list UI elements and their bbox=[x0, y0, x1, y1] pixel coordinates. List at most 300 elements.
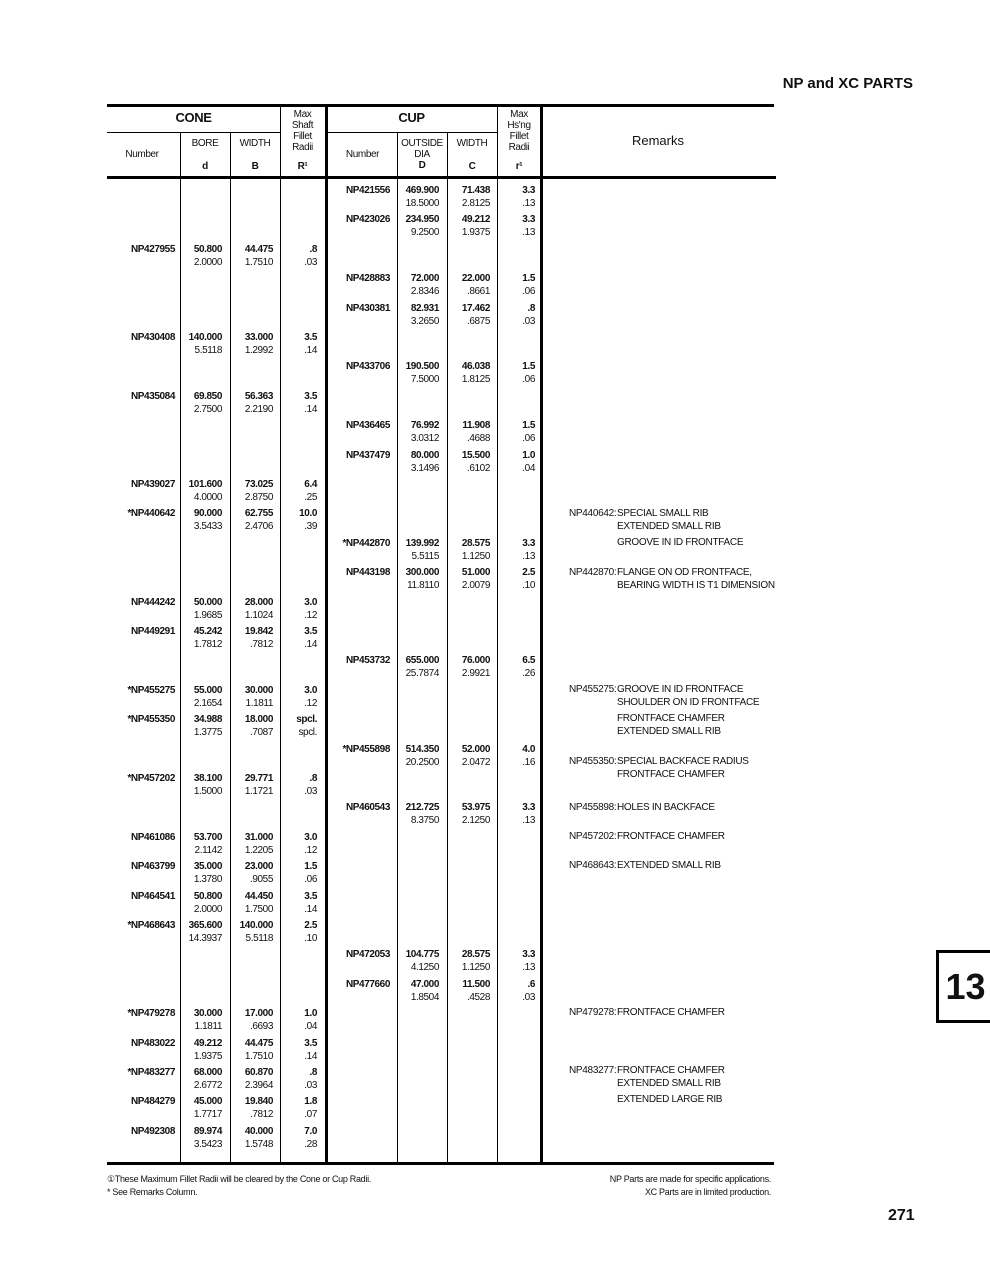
bore-value-mm: 34.988 bbox=[193, 714, 222, 726]
outside-dia-value bbox=[406, 360, 439, 386]
outside-dia-header: OUTSIDE DIA bbox=[401, 138, 443, 160]
table-row bbox=[0, 625, 780, 654]
outside-dia-value-mm: 47.000 bbox=[410, 978, 439, 990]
outside-dia-value-mm: 469.900 bbox=[405, 185, 439, 196]
housing-radius-value bbox=[522, 537, 535, 563]
cup-width-value-mm: 46.038 bbox=[461, 361, 490, 373]
cup-width-value-mm: 28.575 bbox=[461, 537, 490, 549]
outside-dia-value-mm: 80.000 bbox=[410, 449, 439, 461]
cone-width-value bbox=[245, 831, 273, 857]
cone-part-number bbox=[127, 1066, 175, 1079]
remark-text: SPECIAL BACKFACE RADIUS bbox=[617, 756, 749, 767]
remark-line bbox=[569, 830, 725, 843]
outside-dia-value-inch: 4.1250 bbox=[410, 962, 439, 974]
remark-entry bbox=[569, 507, 743, 549]
shaft-radius-value-mm: 3.0 bbox=[304, 596, 317, 608]
cone-width-value-inch: 1.7510 bbox=[244, 256, 273, 268]
cup-number-header: Number bbox=[345, 149, 380, 160]
footnote-radii: ①These Maximum Fillet Radii will be cleared by the Cone or Cup Radii. bbox=[107, 1174, 371, 1184]
cone-width-value bbox=[245, 890, 273, 916]
cup-header: CUP bbox=[398, 110, 425, 125]
bore-value bbox=[194, 890, 222, 916]
outside-dia-value bbox=[406, 566, 439, 592]
cup-part-number bbox=[346, 360, 390, 373]
table-top-rule bbox=[107, 104, 774, 107]
cone-part-number-text: NP461086 bbox=[130, 831, 175, 843]
bore-value bbox=[194, 390, 222, 416]
housing-radius-value-mm: 3.3 bbox=[522, 949, 535, 961]
cone-part-number-text: *NP455275 bbox=[127, 684, 175, 696]
bore-value-mm: 45.242 bbox=[193, 626, 222, 637]
shaft-radius-value-inch: .14 bbox=[304, 1050, 317, 1062]
bore-value-inch: 2.7500 bbox=[193, 403, 222, 415]
header-divider bbox=[107, 132, 280, 133]
outside-dia-value bbox=[406, 654, 439, 680]
outside-dia-value bbox=[406, 743, 439, 769]
outside-dia-value bbox=[411, 978, 439, 1004]
cup-part-number bbox=[346, 419, 390, 432]
bore-value-mm: 49.212 bbox=[193, 1037, 222, 1049]
cone-width-value bbox=[245, 243, 273, 269]
cup-width-value bbox=[462, 213, 490, 239]
bore-value bbox=[194, 243, 222, 269]
cup-width-symbol: C bbox=[468, 161, 476, 172]
cone-width-value-inch: 1.7510 bbox=[244, 1050, 273, 1062]
page-title: NP and XC PARTS bbox=[782, 75, 913, 92]
cup-width-value-mm: 22.000 bbox=[461, 273, 490, 285]
cup-width-value-mm: 71.438 bbox=[461, 185, 490, 196]
shaft-radii-header: Max Shaft Fillet Radii bbox=[291, 109, 314, 153]
bore-value bbox=[194, 772, 222, 798]
housing-radius-value-mm: 3.3 bbox=[522, 802, 535, 814]
remark-line bbox=[569, 712, 759, 725]
cup-part-number-text: NP423026 bbox=[345, 214, 390, 226]
table-row bbox=[0, 478, 780, 507]
outside-dia-value-mm: 82.931 bbox=[410, 302, 439, 314]
cup-part-number bbox=[346, 801, 390, 814]
bore-value-mm: 30.000 bbox=[193, 1008, 222, 1020]
cup-width-value bbox=[462, 272, 490, 298]
cup-part-number-text: NP453732 bbox=[345, 655, 390, 667]
shaft-radius-value-mm: 3.5 bbox=[304, 390, 317, 402]
shaft-radius-value-mm: 6.4 bbox=[304, 479, 317, 490]
cone-width-symbol: B bbox=[251, 161, 259, 172]
cup-width-value-mm: 51.000 bbox=[461, 567, 490, 579]
remark-line bbox=[569, 566, 775, 579]
shaft-radius-value bbox=[304, 331, 317, 357]
table-row bbox=[0, 978, 780, 1007]
cone-width-value bbox=[245, 1125, 273, 1151]
cone-width-value-inch: .7087 bbox=[249, 727, 273, 739]
shaft-radius-value-mm: .8 bbox=[309, 1067, 317, 1078]
bore-value-inch: 1.3780 bbox=[193, 874, 222, 886]
cone-part-number-text: NP439027 bbox=[130, 479, 175, 490]
bore-value-inch: 1.7717 bbox=[193, 1109, 222, 1121]
cup-part-number bbox=[346, 948, 390, 961]
shaft-radius-value-inch: .03 bbox=[304, 786, 317, 797]
cup-width-value bbox=[462, 449, 490, 475]
bore-header: BORE bbox=[191, 138, 219, 149]
table-row bbox=[0, 654, 780, 683]
shaft-radius-value bbox=[304, 478, 317, 504]
bore-value-inch: 2.6772 bbox=[193, 1080, 222, 1091]
outside-dia-value-inch: 3.2650 bbox=[410, 315, 439, 327]
housing-radius-value-inch: .03 bbox=[522, 315, 535, 327]
outside-dia-value bbox=[406, 948, 439, 974]
cone-width-value-mm: 17.000 bbox=[244, 1008, 273, 1020]
shaft-radius-value-inch: .25 bbox=[304, 492, 317, 503]
outside-dia-value-inch: 3.1496 bbox=[410, 462, 439, 474]
cone-part-number bbox=[131, 596, 175, 609]
cone-width-value bbox=[245, 625, 273, 651]
cup-part-number-text: NP430381 bbox=[345, 302, 390, 314]
remark-line bbox=[569, 725, 759, 738]
bore-value bbox=[194, 1095, 222, 1121]
cup-width-value-mm: 28.575 bbox=[461, 949, 490, 961]
cup-part-number bbox=[346, 654, 390, 667]
shaft-radius-value-inch: .07 bbox=[304, 1109, 317, 1121]
cup-part-number bbox=[346, 184, 390, 197]
cup-part-number-text: NP436465 bbox=[345, 420, 390, 432]
cone-width-value-mm: 31.000 bbox=[244, 831, 273, 843]
cone-width-value bbox=[245, 390, 273, 416]
shaft-radius-value-mm: .8 bbox=[309, 773, 317, 784]
shaft-radius-value-mm: 7.0 bbox=[304, 1125, 317, 1137]
remark-entry bbox=[569, 1006, 725, 1019]
outside-dia-value-mm: 72.000 bbox=[410, 273, 439, 285]
cup-part-number-text: *NP455898 bbox=[342, 743, 390, 755]
cone-width-value-inch: 1.1721 bbox=[244, 786, 273, 797]
cup-width-value-inch: 2.1250 bbox=[461, 815, 490, 827]
shaft-radius-value-inch: .28 bbox=[304, 1138, 317, 1150]
cup-part-number-text: NP443198 bbox=[345, 567, 390, 579]
housing-radii-header: Max Hs'ng Fillet Radii bbox=[507, 109, 531, 153]
bore-value bbox=[194, 625, 222, 651]
outside-dia-value bbox=[411, 449, 439, 475]
section-tab: 13 bbox=[936, 950, 990, 1023]
bore-value-mm: 90.000 bbox=[193, 508, 222, 520]
cup-width-value bbox=[462, 948, 490, 974]
remark-entry bbox=[569, 801, 715, 814]
outside-dia-value-inch: 2.8346 bbox=[410, 286, 439, 298]
cone-width-value-mm: 62.755 bbox=[244, 508, 273, 520]
bore-value-inch: 3.5433 bbox=[193, 521, 222, 533]
table-row bbox=[0, 302, 780, 331]
housing-radius-value-mm: 1.5 bbox=[522, 420, 535, 432]
shaft-radius-value-mm: 1.5 bbox=[304, 861, 317, 873]
cone-part-number-text: NP492308 bbox=[130, 1125, 175, 1137]
shaft-radius-value bbox=[299, 507, 317, 533]
cone-width-value-inch: .7812 bbox=[249, 639, 273, 650]
page-number: 271 bbox=[888, 1207, 915, 1224]
outside-dia-value-mm: 139.992 bbox=[405, 537, 439, 549]
cone-header: CONE bbox=[175, 110, 212, 125]
housing-radius-value-inch: .13 bbox=[522, 815, 535, 827]
cone-part-number bbox=[131, 860, 175, 873]
footnote-remarks: * See Remarks Column. bbox=[107, 1187, 198, 1197]
cone-part-number-text: NP463799 bbox=[130, 861, 175, 873]
shaft-radius-value-mm: 3.5 bbox=[304, 890, 317, 902]
outside-dia-value-inch: 11.8110 bbox=[407, 580, 439, 592]
cone-width-value bbox=[240, 919, 273, 945]
housing-radius-value-inch: .13 bbox=[522, 962, 535, 974]
housing-radius-value-mm: .6 bbox=[527, 978, 535, 990]
remark-text: FRONTFACE CHAMFER bbox=[617, 831, 725, 842]
bore-value bbox=[194, 1066, 222, 1092]
remark-text: GROOVE IN ID FRONTFACE bbox=[617, 537, 744, 548]
outside-dia-value-mm: 104.775 bbox=[405, 949, 439, 961]
cone-width-value-inch: 1.1811 bbox=[245, 697, 273, 709]
cone-part-number bbox=[131, 1125, 175, 1138]
table-row bbox=[0, 1037, 780, 1066]
housing-radius-value-mm: 6.5 bbox=[522, 655, 535, 667]
bore-value-inch: 4.0000 bbox=[193, 492, 222, 503]
outside-dia-value bbox=[406, 537, 439, 563]
outside-dia-value bbox=[411, 419, 439, 445]
cone-width-value-mm: 33.000 bbox=[244, 332, 273, 343]
cone-width-value-mm: 29.771 bbox=[244, 773, 273, 784]
bore-value bbox=[194, 713, 222, 739]
outside-dia-value-mm: 212.725 bbox=[405, 802, 439, 814]
shaft-radius-value-mm: 3.5 bbox=[304, 332, 317, 343]
shaft-radius-value-inch: .04 bbox=[304, 1021, 317, 1033]
cone-width-value bbox=[245, 772, 273, 798]
shaft-radius-value-mm: spcl. bbox=[296, 714, 317, 726]
cone-width-value-inch: .7812 bbox=[249, 1109, 273, 1121]
remark-part-number: NP483277: bbox=[569, 1065, 617, 1076]
bore-value-mm: 68.000 bbox=[193, 1067, 222, 1078]
table-row bbox=[0, 948, 780, 977]
outside-dia-value-inch: 3.0312 bbox=[410, 433, 439, 445]
bore-value-mm: 53.700 bbox=[193, 831, 222, 843]
bore-value-inch: 14.3937 bbox=[188, 933, 222, 944]
bore-value-inch: 1.5000 bbox=[193, 786, 222, 797]
table-row bbox=[0, 331, 780, 360]
shaft-radius-value-inch: .39 bbox=[304, 521, 317, 533]
housing-radius-value bbox=[522, 449, 535, 475]
footnote-np-parts: NP Parts are made for specific applications. bbox=[609, 1174, 771, 1184]
cone-width-value-inch: 1.7500 bbox=[244, 903, 273, 915]
bore-value-mm: 50.800 bbox=[193, 890, 222, 902]
cup-width-value-inch: 2.0472 bbox=[461, 756, 490, 768]
cone-part-number-text: *NP457202 bbox=[127, 773, 175, 784]
cone-width-value bbox=[245, 596, 273, 622]
housing-radius-value-inch: .10 bbox=[522, 580, 535, 592]
remark-line bbox=[569, 1006, 725, 1019]
shaft-radius-value-inch: .14 bbox=[304, 403, 317, 415]
shaft-radius-value-mm: 1.0 bbox=[304, 1008, 317, 1020]
remark-text: SPECIAL SMALL RIB bbox=[617, 508, 709, 519]
bore-value bbox=[194, 596, 222, 622]
bore-value-mm: 365.600 bbox=[188, 920, 222, 931]
bore-value-inch: 1.1811 bbox=[194, 1021, 222, 1033]
remark-entry bbox=[569, 830, 725, 843]
housing-radius-value-mm: 4.0 bbox=[522, 743, 535, 755]
cone-part-number bbox=[127, 919, 175, 932]
cup-width-value-mm: 11.908 bbox=[462, 420, 490, 432]
shaft-radius-value bbox=[304, 1007, 317, 1033]
cone-part-number bbox=[127, 1007, 175, 1020]
cup-part-number bbox=[346, 272, 390, 285]
remark-text: FLANGE ON OD FRONTFACE, bbox=[617, 567, 752, 578]
outside-dia-value-inch: 1.8504 bbox=[410, 991, 439, 1003]
shaft-radius-value-inch: .12 bbox=[304, 697, 317, 709]
cone-width-value-inch: 5.5118 bbox=[245, 933, 273, 944]
bore-value bbox=[194, 1007, 222, 1033]
cone-part-number-text: NP464541 bbox=[130, 890, 175, 902]
remark-entry bbox=[569, 683, 759, 738]
cone-width-value-mm: 140.000 bbox=[239, 920, 273, 931]
cone-width-value bbox=[245, 1037, 273, 1063]
bore-value bbox=[194, 860, 222, 886]
table-row bbox=[0, 890, 780, 919]
cone-width-value-mm: 40.000 bbox=[244, 1125, 273, 1137]
remark-text: FRONTFACE CHAMFER bbox=[617, 769, 725, 780]
bore-value bbox=[189, 331, 222, 357]
cone-part-number bbox=[127, 507, 175, 520]
table-row bbox=[0, 596, 780, 625]
outside-dia-value-inch: 7.5000 bbox=[410, 374, 439, 386]
cup-width-value-inch: .8661 bbox=[466, 286, 490, 298]
cup-width-value-inch: .6102 bbox=[466, 462, 490, 474]
cone-part-number-text: NP430408 bbox=[130, 332, 175, 343]
outside-dia-value-inch: 18.5000 bbox=[405, 198, 439, 209]
bore-value-mm: 35.000 bbox=[193, 861, 222, 873]
cone-number-header: Number bbox=[125, 149, 159, 160]
cup-width-value bbox=[462, 184, 490, 210]
bore-value bbox=[194, 1037, 222, 1063]
shaft-radius-value-inch: .14 bbox=[304, 345, 317, 356]
cup-part-number-text: NP428883 bbox=[345, 273, 390, 285]
remark-line bbox=[569, 801, 715, 814]
housing-radius-value-inch: .06 bbox=[522, 374, 535, 386]
cone-width-value bbox=[245, 331, 273, 357]
shaft-radius-value-inch: .12 bbox=[304, 609, 317, 621]
shaft-radius-value-inch: spcl. bbox=[298, 727, 317, 739]
remark-entry bbox=[569, 1064, 725, 1106]
bore-value bbox=[189, 919, 222, 945]
cone-part-number bbox=[131, 890, 175, 903]
shaft-radius-value-mm: 1.8 bbox=[304, 1096, 317, 1108]
bore-value-mm: 101.600 bbox=[188, 479, 222, 490]
housing-radius-value bbox=[522, 948, 535, 974]
table-row bbox=[0, 243, 780, 272]
bore-value-mm: 45.000 bbox=[193, 1096, 222, 1108]
cup-width-value-inch: 2.9921 bbox=[461, 668, 490, 680]
outside-dia-value bbox=[406, 213, 439, 239]
table-row bbox=[0, 184, 780, 213]
remark-part-number: NP455898: bbox=[569, 802, 617, 813]
cup-width-value-mm: 49.212 bbox=[461, 214, 490, 226]
bore-value-inch: 2.0000 bbox=[193, 256, 222, 268]
shaft-radius-value-mm: 3.0 bbox=[304, 831, 317, 843]
cup-width-value-inch: 1.1250 bbox=[461, 962, 490, 974]
bore-value-inch: 1.9685 bbox=[193, 609, 222, 621]
remark-line bbox=[569, 507, 743, 520]
shaft-radius-value bbox=[304, 625, 317, 651]
table-row bbox=[0, 1125, 780, 1154]
cup-width-value-inch: 2.8125 bbox=[461, 198, 490, 209]
cone-part-number bbox=[131, 478, 175, 491]
remark-part-number: NP442870: bbox=[569, 567, 617, 578]
cone-width-value-inch: 1.2205 bbox=[244, 844, 273, 856]
shaft-radius-value bbox=[304, 772, 317, 798]
cup-part-number bbox=[346, 978, 390, 991]
housing-radius-value bbox=[522, 419, 535, 445]
remark-line bbox=[569, 683, 759, 696]
cone-width-value-mm: 19.840 bbox=[244, 1096, 273, 1108]
cup-part-number bbox=[346, 302, 390, 315]
cup-width-value-inch: 1.9375 bbox=[461, 227, 490, 239]
table-row bbox=[0, 272, 780, 301]
cup-width-value-mm: 17.462 bbox=[461, 302, 490, 314]
outside-dia-value-inch: 20.2500 bbox=[405, 756, 439, 768]
shaft-radius-value-inch: .06 bbox=[304, 874, 317, 886]
shaft-radii-symbol: R¹ bbox=[297, 161, 308, 172]
remark-line bbox=[569, 520, 743, 533]
housing-radius-value-mm: 1.5 bbox=[522, 361, 535, 373]
cup-width-value-inch: .6875 bbox=[466, 315, 490, 327]
remark-line bbox=[569, 536, 743, 549]
cone-width-value bbox=[245, 1095, 273, 1121]
bore-value-inch: 3.5423 bbox=[193, 1138, 222, 1150]
outside-dia-value-mm: 514.350 bbox=[405, 743, 439, 755]
cup-part-number bbox=[342, 537, 390, 550]
housing-radius-value bbox=[522, 566, 535, 592]
housing-radius-value bbox=[522, 743, 535, 769]
housing-radius-value bbox=[522, 272, 535, 298]
remark-entry bbox=[569, 755, 749, 781]
shaft-radius-value-mm: 3.0 bbox=[304, 684, 317, 696]
outside-dia-value-mm: 190.500 bbox=[405, 361, 439, 373]
housing-radius-value-inch: .13 bbox=[522, 198, 535, 209]
cone-width-value-mm: 23.000 bbox=[244, 861, 273, 873]
cup-width-value-inch: 2.0079 bbox=[461, 580, 490, 592]
cup-width-value bbox=[462, 654, 490, 680]
cone-width-value-inch: 2.2190 bbox=[244, 403, 273, 415]
housing-radius-value-inch: .26 bbox=[522, 668, 535, 680]
table-bottom-rule bbox=[107, 1162, 774, 1165]
bore-value-mm: 89.974 bbox=[193, 1125, 222, 1137]
cone-part-number bbox=[131, 390, 175, 403]
outside-dia-value-inch: 25.7874 bbox=[405, 668, 439, 680]
cup-part-number-text: NP421556 bbox=[345, 185, 390, 196]
cone-part-number bbox=[127, 713, 175, 726]
shaft-radius-value bbox=[304, 1095, 317, 1121]
cone-part-number-text: *NP483277 bbox=[127, 1067, 175, 1078]
housing-radius-value bbox=[522, 360, 535, 386]
housing-radius-value-mm: 3.3 bbox=[522, 537, 535, 549]
cup-width-value bbox=[462, 566, 490, 592]
cone-width-value-inch: .6693 bbox=[249, 1021, 273, 1033]
footnote-xc-parts: XC Parts are in limited production. bbox=[644, 1187, 771, 1197]
cup-part-number bbox=[346, 449, 390, 462]
cup-part-number-text: *NP442870 bbox=[342, 537, 390, 549]
cone-width-value-inch: 2.3964 bbox=[244, 1080, 273, 1091]
cone-width-value-mm: 44.450 bbox=[244, 890, 273, 902]
shaft-radius-value bbox=[304, 1125, 317, 1151]
housing-radius-value-inch: .13 bbox=[522, 227, 535, 239]
cone-part-number bbox=[131, 625, 175, 638]
housing-radius-value-inch: .06 bbox=[522, 433, 535, 445]
cone-width-value-mm: 56.363 bbox=[244, 390, 273, 402]
header-divider bbox=[326, 132, 497, 133]
cup-width-value-mm: 11.500 bbox=[462, 978, 490, 990]
remark-line bbox=[569, 768, 749, 781]
bore-value-inch: 1.9375 bbox=[193, 1050, 222, 1062]
cone-part-number-text: NP427955 bbox=[130, 243, 175, 255]
cone-width-value-mm: 44.475 bbox=[244, 1037, 273, 1049]
